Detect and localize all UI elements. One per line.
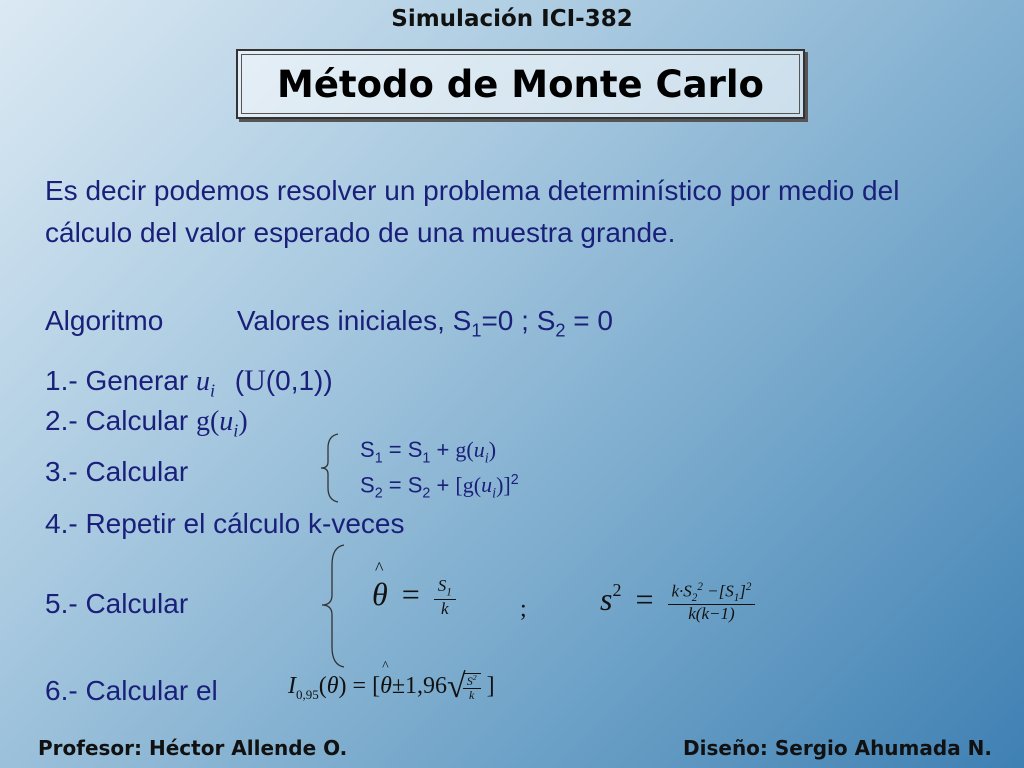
step-1-label: 1.- Generar — [45, 365, 189, 396]
step-1: 1.- Generar $u_i$ (U(0,1)) — [45, 364, 333, 401]
init-values-c: = 0 — [565, 305, 613, 336]
confidence-interval: $I_{0,95}(\theta) = [\theta$ ^ ±1,96√ $\frac{S^2}{k}$ ] — [288, 659, 495, 705]
brace-step-5 — [318, 543, 348, 669]
equation-s1: $S_1 = S_1 + g(u_i)$ — [360, 437, 497, 467]
equation-s2: $S_2 = S_2 + [g(u_i)]^2$ — [360, 472, 519, 502]
title-box — [236, 49, 805, 119]
step-4: 4.- Repetir el cálculo k-veces — [45, 508, 405, 539]
step-6-label: 6.- Calcular el — [45, 675, 218, 706]
footer-design: Diseño: Sergio Ahumada N. — [683, 736, 992, 760]
semicolon: ; — [520, 596, 527, 622]
step-2: 2.- Calcular $g(u_i)$ — [45, 405, 248, 441]
brace-step-3 — [318, 432, 342, 504]
init-values-b: =0 ; S — [481, 305, 556, 336]
course-title: Simulación ICI-382 — [391, 6, 633, 32]
step-5-label: 5.- Calcular — [45, 588, 189, 619]
theta-estimator: θ ^ = $\frac{S_1}{k}$ — [372, 576, 456, 618]
step-3-label: 3.- Calcular — [45, 456, 189, 487]
footer-professor: Profesor: Héctor Allende O. — [38, 736, 348, 760]
step-1-dist: (0,1)) — [265, 365, 333, 396]
algorithm-line: Algoritmo Valores iniciales, $S_1=0$ ; $S_2 = 0$ — [45, 305, 613, 341]
init-values-a: Valores iniciales, S — [236, 305, 472, 336]
step-2-label: 2.- Calcular — [45, 405, 189, 436]
algorithm-label: Algoritmo — [45, 305, 164, 336]
slide-title: Método de Monte Carlo — [277, 62, 764, 106]
variance-formula: $s^2$ = $\frac{k\cdot S_2^2 -[S_1]^2}{k(k-1)}$ — [600, 580, 755, 624]
intro-paragraph: Es decir podemos resolver un problema determinístico por medio del cálculo del valor esperado de una muestra grande. — [45, 175, 900, 248]
